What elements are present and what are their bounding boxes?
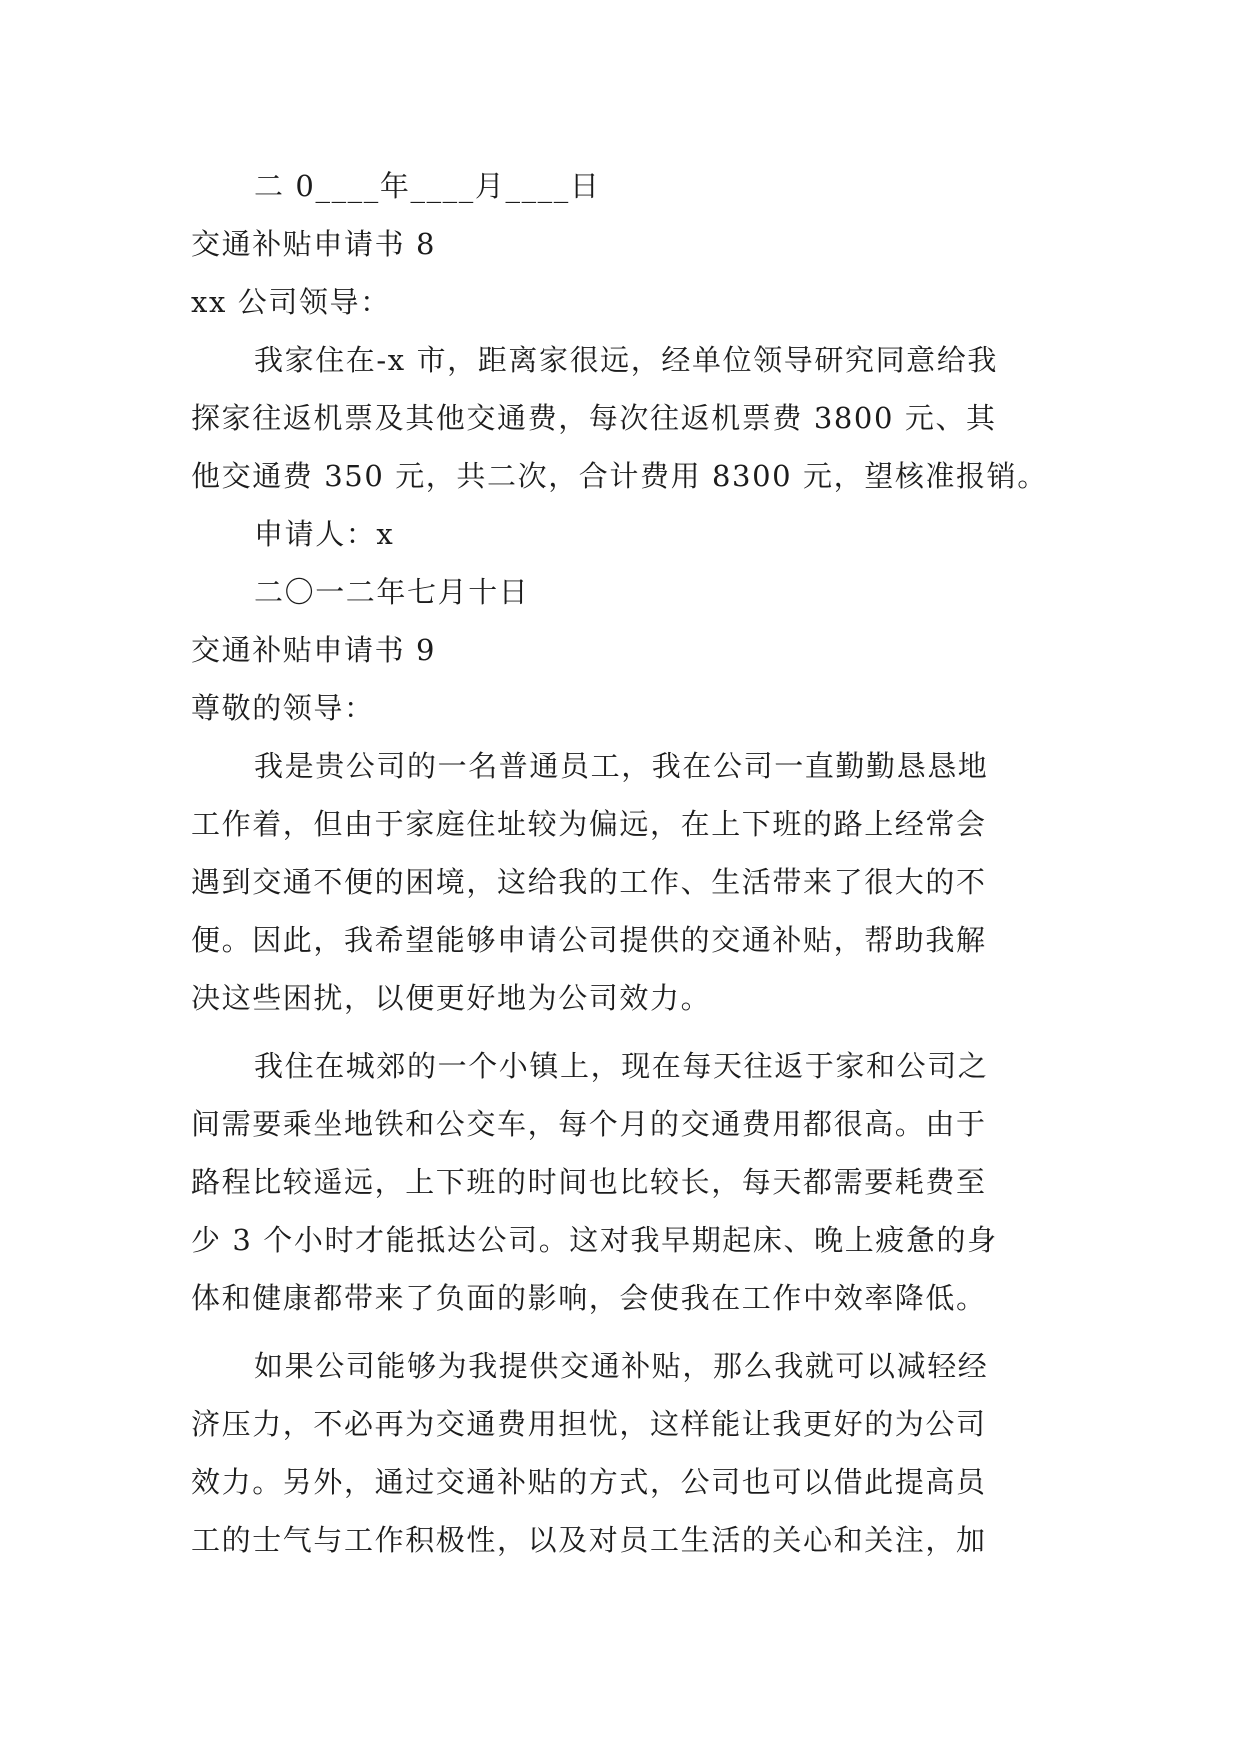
paragraph-line: 我是贵公司的一名普通员工，我在公司一直勤勤恳恳地 <box>254 749 989 783</box>
paragraph-line: 体和健康都带来了负面的影响，会使我在工作中效率降低。 <box>191 1281 987 1315</box>
paragraph-line: 效力。另外，通过交通补贴的方式，公司也可以借此提高员 <box>191 1465 987 1499</box>
paragraph-line: 决这些困扰，以便更好地为公司效力。 <box>191 981 712 1015</box>
section-title-9: 交通补贴申请书 9 <box>191 633 437 667</box>
date-blank-line: 二 0____年____月____日 <box>254 169 601 203</box>
paragraph-line: 我家住在-x 市，距离家很远，经单位领导研究同意给我 <box>254 343 998 377</box>
paragraph-line: 遇到交通不便的困境，这给我的工作、生活带来了很大的不 <box>191 865 987 899</box>
paragraph-line: 工的士气与工作积极性，以及对员工生活的关心和关注，加 <box>191 1523 987 1557</box>
paragraph-line: 探家往返机票及其他交通费，每次往返机票费 3800 元、其 <box>191 401 997 435</box>
salutation-line: 尊敬的领导： <box>191 691 375 725</box>
date-line: 二〇一二年七月十日 <box>254 575 530 609</box>
paragraph-line: 我住在城郊的一个小镇上，现在每天往返于家和公司之 <box>254 1049 989 1083</box>
paragraph-line: 如果公司能够为我提供交通补贴，那么我就可以减轻经 <box>254 1349 989 1383</box>
paragraph-line: 济压力，不必再为交通费用担忧，这样能让我更好的为公司 <box>191 1407 987 1441</box>
paragraph-line: 便。因此，我希望能够申请公司提供的交通补贴，帮助我解 <box>191 923 987 957</box>
paragraph-line: 路程比较遥远，上下班的时间也比较长，每天都需要耗费至 <box>191 1165 987 1199</box>
applicant-line: 申请人：x <box>254 517 395 551</box>
paragraph-line: 他交通费 350 元，共二次，合计费用 8300 元，望核准报销。 <box>191 459 1048 493</box>
salutation-line: xx 公司领导： <box>191 285 391 319</box>
paragraph-line: 间需要乘坐地铁和公交车，每个月的交通费用都很高。由于 <box>191 1107 987 1141</box>
paragraph-line: 工作着，但由于家庭住址较为偏远，在上下班的路上经常会 <box>191 807 987 841</box>
section-title-8: 交通补贴申请书 8 <box>191 227 437 261</box>
paragraph-line: 少 3 个小时才能抵达公司。这对我早期起床、晚上疲惫的身 <box>191 1223 998 1257</box>
